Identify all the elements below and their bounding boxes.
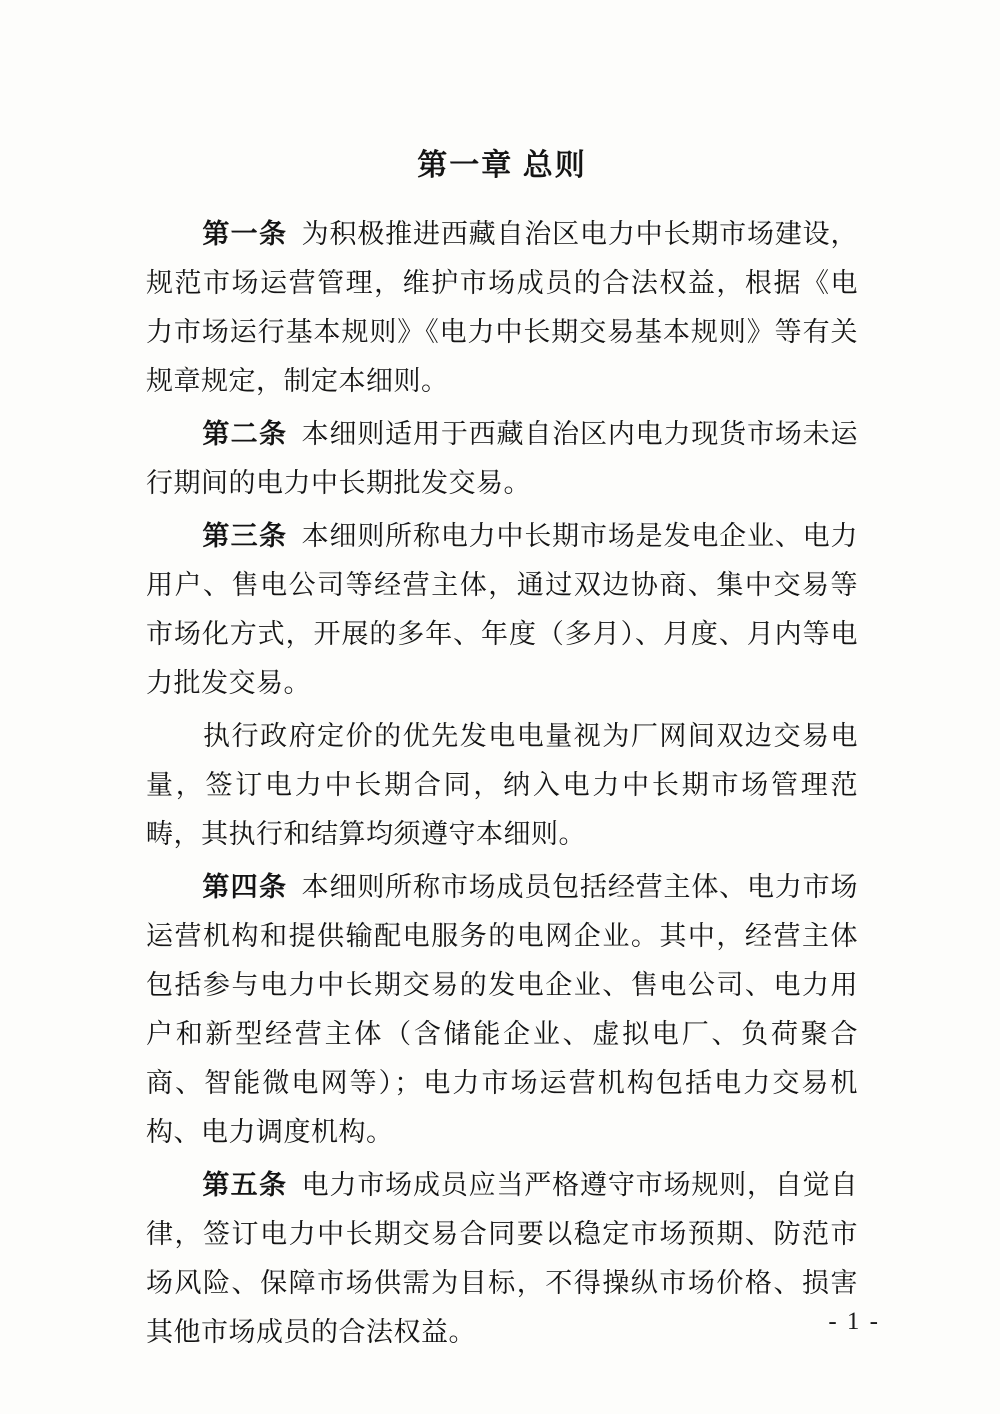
article-number-2: 第二条 xyxy=(202,419,288,449)
article-number-1: 第一条 xyxy=(202,219,288,249)
article-text-5: 电力市场成员应当严格遵守市场规则，自觉自律，签订电力中长期交易合同要以稳定市场预期、防范市场风险、保障市场供需为目标，不得操纵市场价格、损害其他市场成员的合法权益。 xyxy=(146,1170,859,1347)
article-text-2: 本细则适用于西藏自治区内电力现货市场未运行期间的电力中长期批发交易。 xyxy=(146,419,859,498)
article-text-3: 本细则所称电力中长期市场是发电企业、电力用户、售电公司等经营主体，通过双边协商、集中交易等市场化方式，开展的多年、年度（多月）、月度、月内等电力批发交易。 xyxy=(146,521,859,698)
document-body xyxy=(146,140,858,1361)
paragraph-article-3 xyxy=(146,512,858,708)
article-text-1: 为积极推进西藏自治区电力中长期市场建设，规范市场运营管理，维护市场成员的合法权益，根据《电力市场运行基本规则》《电力中长期交易基本规则》等有关规章规定，制定本细则。 xyxy=(146,219,859,396)
article-number-3: 第三条 xyxy=(202,521,288,551)
chapter-title: 第一章 总则 xyxy=(417,149,587,182)
article-number-5: 第五条 xyxy=(202,1170,288,1200)
page-number: - 1 - xyxy=(828,1308,880,1335)
paragraph-article-2 xyxy=(146,410,858,508)
paragraph-article-3-continued xyxy=(146,712,858,859)
paragraph-article-4 xyxy=(146,863,858,1157)
paragraph-article-5 xyxy=(146,1161,858,1357)
article-text-3-continued: 执行政府定价的优先发电电量视为厂网间双边交易电量，签订电力中长期合同，纳入电力中长期市场管理范畴，其执行和结算均须遵守本细则。 xyxy=(146,721,858,849)
paragraph-article-1 xyxy=(146,210,858,406)
article-number-4: 第四条 xyxy=(202,872,288,902)
article-text-4: 本细则所称市场成员包括经营主体、电力市场运营机构和提供输配电服务的电网企业。其中，经营主体包括参与电力中长期交易的发电企业、售电公司、电力用户和新型经营主体（含储能企业、虚拟电厂、负荷聚合商、智能微电网等）；电力市场运营机构包括电力交易机构、电力调度机构。 xyxy=(146,872,859,1147)
